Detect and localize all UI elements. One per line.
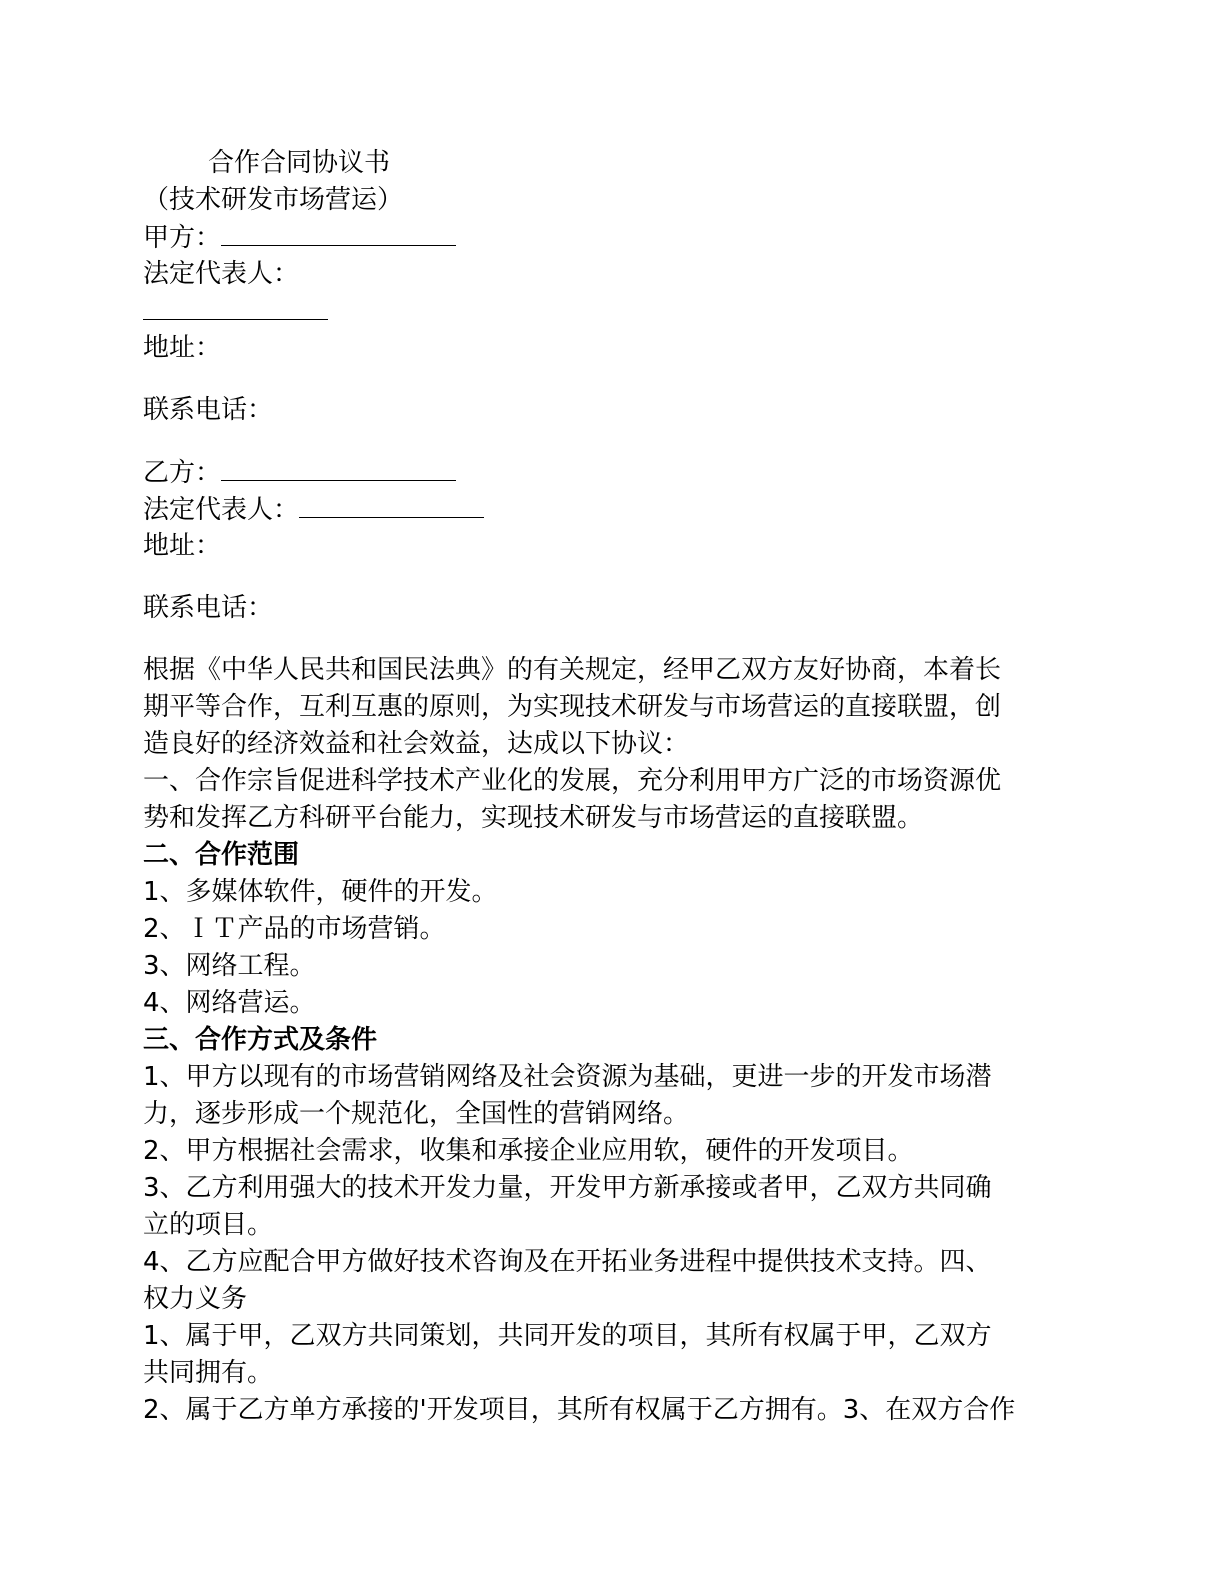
section1-line: 势和发挥乙方科研平台能力，实现技术研发与市场营运的直接联盟。 [143, 803, 924, 833]
party-b-address-label: 地址： [143, 531, 222, 561]
section3-line: 4、乙方应配合甲方做好技术咨询及在开拓业务进程中提供技术支持。四、 [143, 1247, 992, 1277]
party-a-rep-label: 法定代表人： [143, 259, 300, 289]
section3-heading: 三、合作方式及条件 [143, 1025, 378, 1055]
section3-line: 2、属于乙方单方承接的'开发项目，其所有权属于乙方拥有。3、在双方合作 [143, 1395, 1016, 1425]
section3-line: 1、属于甲，乙双方共同策划，共同开发的项目，其所有权属于甲，乙双方 [143, 1321, 992, 1351]
document-title: 合作合同协议书 [208, 148, 391, 178]
section1-line: 一、合作宗旨促进科学技术产业化的发展，充分利用甲方广泛的市场资源优 [143, 766, 1002, 796]
party-b-rep-blank [299, 491, 484, 518]
party-b-rep-line [143, 491, 1083, 528]
section3-line: 立的项目。 [143, 1210, 274, 1240]
spacer [143, 429, 1083, 454]
spacer [143, 565, 1083, 590]
document-page [143, 145, 1083, 1429]
spacer [143, 627, 1083, 652]
intro-line: 造良好的经济效益和社会效益，达成以下协议： [143, 729, 690, 759]
party-a-rep-blank [143, 293, 328, 320]
section2-item: 2、ＩＴ产品的市场营销。 [143, 914, 446, 944]
party-b-name-line [143, 454, 1083, 491]
section2-item: 3、网络工程。 [143, 951, 316, 981]
spacer [143, 367, 1083, 392]
party-b-phone-line [143, 590, 1083, 627]
party-b-name-blank [221, 454, 456, 481]
party-a-name-line [143, 219, 1083, 256]
party-a-name-blank [221, 219, 456, 246]
document-subtitle: （技术研发市场营运） [143, 185, 404, 215]
party-b-phone-label: 联系电话： [143, 593, 274, 623]
intro-line: 期平等合作，互利互惠的原则，为实现技术研发与市场营运的直接联盟，创 [143, 692, 1002, 722]
party-a-address-label: 地址： [143, 333, 222, 363]
party-a-phone-line [143, 392, 1083, 429]
party-a-rep-blank-line [143, 293, 1083, 330]
party-a-rep-line [143, 256, 1083, 293]
intro-line: 根据《中华人民共和国民法典》的有关规定，经甲乙双方友好协商，本着长 [143, 655, 1002, 685]
section3-line: 力，逐步形成一个规范化，全国性的营销网络。 [143, 1099, 690, 1129]
party-b-name-label: 乙方： [143, 458, 222, 488]
party-b-rep-label: 法定代表人： [143, 495, 300, 525]
party-a-phone-label: 联系电话： [143, 395, 274, 425]
party-a-address-line [143, 330, 1083, 367]
section3-line: 共同拥有。 [143, 1358, 274, 1388]
section3-line: 权力义务 [143, 1284, 248, 1314]
party-b-address-line [143, 528, 1083, 565]
section2-heading: 二、合作范围 [143, 840, 300, 870]
section2-item: 1、多媒体软件，硬件的开发。 [143, 877, 498, 907]
section3-line: 2、甲方根据社会需求，收集和承接企业应用软，硬件的开发项目。 [143, 1136, 914, 1166]
party-a-name-label: 甲方： [143, 223, 222, 253]
section3-line: 1、甲方以现有的市场营销网络及社会资源为基础，更进一步的开发市场潜 [143, 1062, 992, 1092]
section2-item: 4、网络营运。 [143, 988, 316, 1018]
section3-line: 3、乙方利用强大的技术开发力量，开发甲方新承接或者甲，乙双方共同确 [143, 1173, 992, 1203]
